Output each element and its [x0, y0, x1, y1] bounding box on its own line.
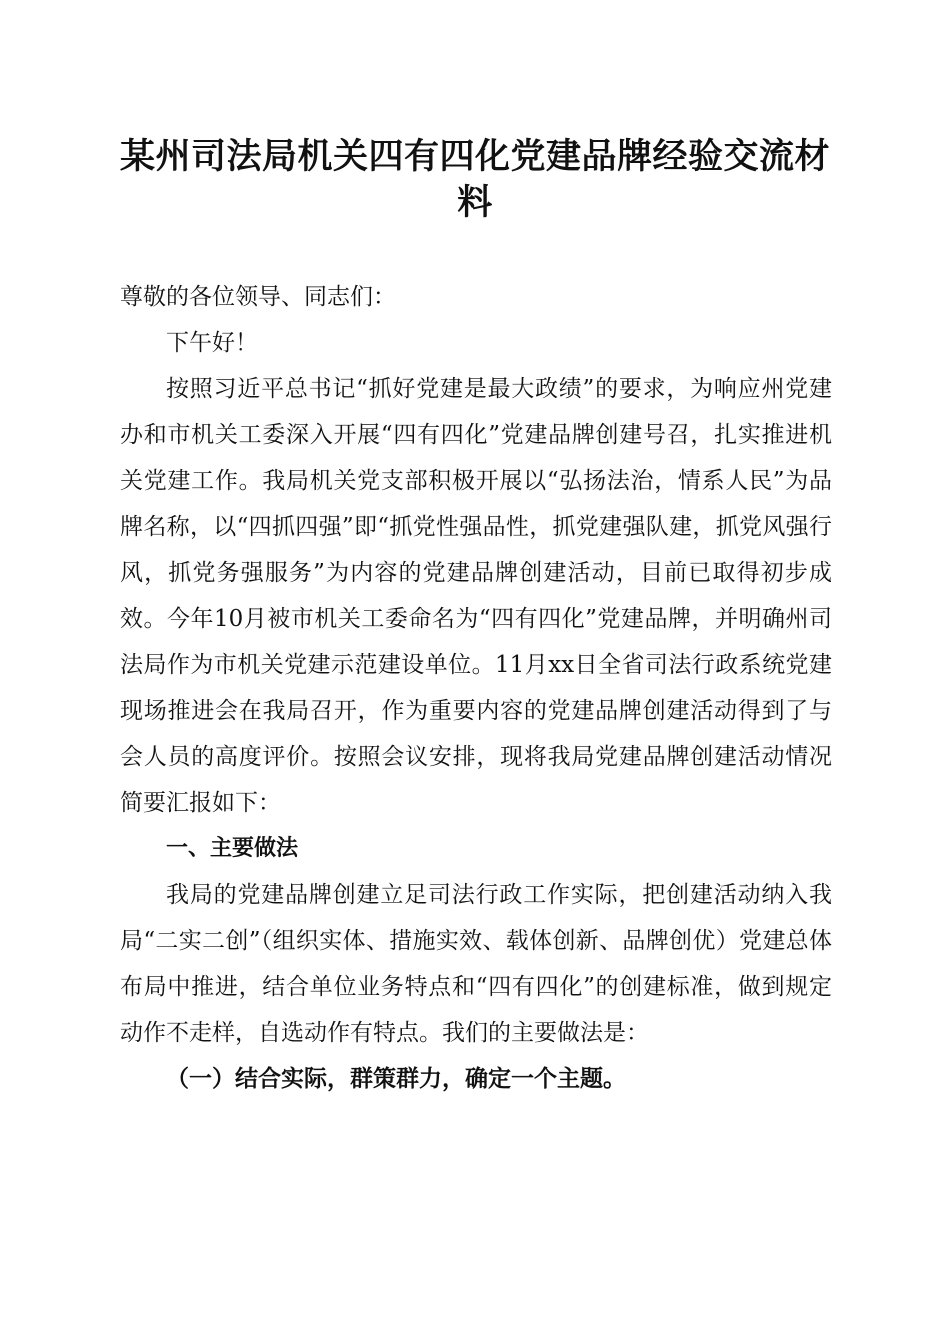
greeting: 下午好！: [166, 330, 258, 356]
section-heading-main-practices: 一、主要做法: [166, 836, 299, 861]
section-paragraph: 我局的党建品牌创建立足司法行政工作实际，把创建活动纳入我局“二实二创”（组织实体、措施实效、载体创新、品牌创优）党建总体布局中推进，结合单位业务特点和“四有四化”的创建标准，做到规定动作不走样，自选动作有特点。我们的主要做法是：: [120, 882, 832, 1046]
intro-paragraph: 按照习近平总书记“抓好党建是最大政绩”的要求，为响应州党建办和市机关工委深入开展“四有四化”党建品牌创建号召，扎实推进机关党建工作。我局机关党支部积极开展以“弘扬法治，情系人民”为品牌名称，以“四抓四强”即“抓党性强品性，抓党建强队建，抓党风强行风，抓党务强服务”为内容的党建品牌创建活动，目前已取得初步成效。今年10月被市机关工委命名为“四有四化”党建品牌，并明确州司法局作为市机关党建示范建设单位。11月xx日全省司法行政系统党建现场推进会在我局召开，作为重要内容的党建品牌创建活动得到了与会人员的高度评价。按照会议安排，现将我局党建品牌创建活动情况简要汇报如下：: [120, 376, 832, 816]
salutation: 尊敬的各位领导、同志们：: [120, 284, 396, 310]
document-title: 某州司法局机关四有四化党建品牌经验交流材料: [119, 136, 830, 223]
subsection-heading: （一）结合实际，群策群力，确定一个主题。: [166, 1065, 626, 1092]
document-body: [120, 274, 832, 1102]
